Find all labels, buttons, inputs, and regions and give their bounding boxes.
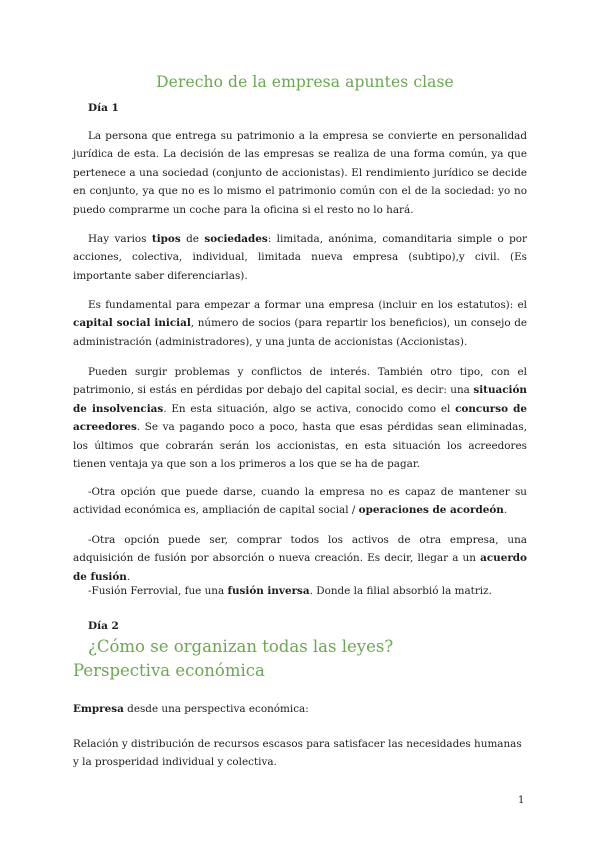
bold-fusion-inversa: fusión inversa [227,585,310,597]
page-number: 1 [518,795,525,806]
heading-organizan-leyes: ¿Cómo se organizan todas las leyes? [88,637,394,656]
bold-insolvencias: situación de insolvencias [73,384,527,415]
day-2-label: Día 2 [88,620,119,632]
bold-empresa: Empresa [73,703,124,715]
paragraph-empresa-perspectiva: Empresa desde una perspectiva económica: [73,703,309,715]
bold-capital-social: capital social inicial [73,317,191,330]
heading-perspectiva-economica: Perspectiva económica [73,661,265,680]
paragraph-relacion-recursos: Relación y distribución de recursos escasos para satisfacer las necesidades humanas y la prosperidad individual y colectiva. [73,738,522,769]
bold-acuerdo-fusion: acuerdo de fusión [73,552,527,583]
paragraph-personalidad-juridica: La persona que entrega su patrimonio a la empresa se convierte en personalidad jurídica de esta. La decisión de las empresas se realiza de una forma común, ya que pertenece a una sociedad (conjunto de accionistas). El rendimiento jurídico se decide en conjunto, ya que no es lo mismo el patrimonio común con el de la sociedad: yo no puedo comprarme un coche para la oficina si el resto no lo hará. [73,130,527,216]
paragraph-ferrovial: -Fusión Ferrovial, fue una fusión inversa. Donde la filial absorbió la matriz. [88,585,492,597]
bold-concurso-acreedores: concurso de acreedores [73,402,527,434]
bold-sociedades: sociedades [204,233,268,245]
paragraph-acordeon: -Otra opción que puede darse, cuando la empresa no es capaz de mantener su actividad económica es, ampliación de capital social / operaciones de acordeón. [73,486,527,517]
bold-tipos: tipos [151,233,181,245]
paragraph-tipos-sociedades: Hay varios tipos de sociedades: limitada, anónima, comanditaria simple o por acciones, colectiva, individual, limitada nueva empresa (subtipo),y civil. (Es importante saber diferenciarlas). [73,233,527,282]
paragraph-capital-social: Es fundamental para empezar a formar una empresa (incluir en los estatutos): el capital social inicial, número de socios (para repartir los beneficios), un consejo de administración (administradores), y una junta de accionistas (Accionistas). [73,299,528,348]
document-title: Derecho de la empresa apuntes clase [156,73,454,91]
bold-operaciones-acordeon: operaciones de acordeón [358,504,504,517]
paragraph-fusion: -Otra opción puede ser, comprar todos los activos de otra empresa, una adquisición de fusión por absorción o nueva creación. Es decir, llegar a un acuerdo de fusión. [73,534,527,583]
day-1-label: Día 1 [88,102,119,114]
paragraph-insolvencia: Pueden surgir problemas y conflictos de interés. También otro tipo, con el patrimonio, si estás en pérdidas por debajo del capital social, es decir: una situación de insolvencias. En esta situación, algo se activa, conocido como el concurso de acreedores. Se va pagando poco a poco, hasta que esas pérdidas sean eliminadas, los últimos que cobrarán serán los accionistas, en esta situación los acreedores tienen ventaja ya que son a los primeros a los que se ha de pagar. [73,366,527,471]
